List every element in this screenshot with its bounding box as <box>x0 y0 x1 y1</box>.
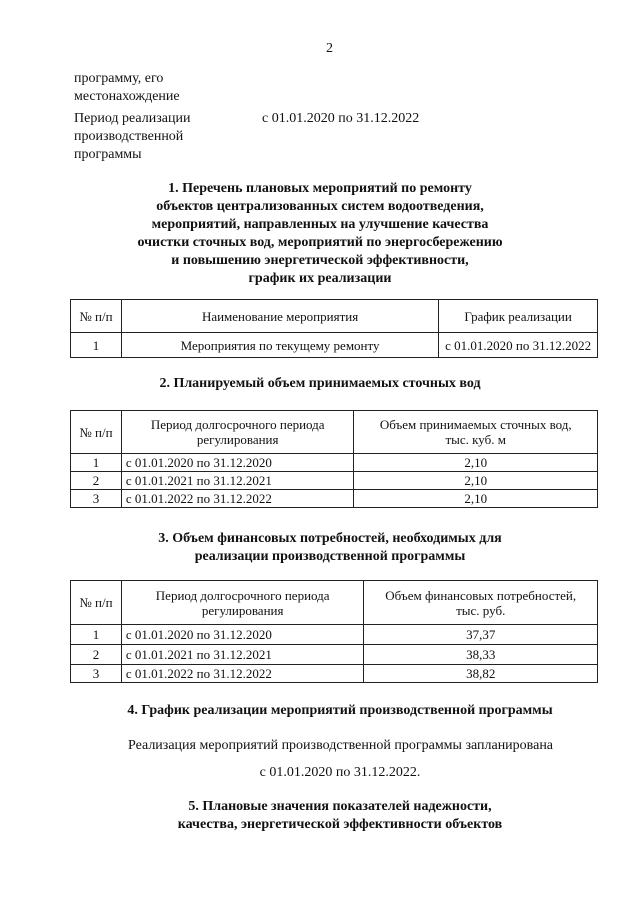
table-cell: 1 <box>71 454 122 472</box>
period-label: Период реализации <box>74 111 191 126</box>
section-4-text: с 01.01.2020 по 31.12.2022. <box>259 765 421 780</box>
column-header: № п/п <box>71 300 122 333</box>
title-line: 5. Плановые значения показателей надежности, <box>188 799 492 814</box>
table-cell: 38,33 <box>364 645 598 665</box>
table-row <box>71 645 598 665</box>
header-line: тыс. руб. <box>456 602 506 618</box>
table-row <box>71 472 598 490</box>
table-cell: 3 <box>71 490 122 508</box>
header-info-line: программу, его <box>74 71 164 86</box>
table-row <box>71 665 598 683</box>
table-cell: с 01.01.2021 по 31.12.2021 <box>121 645 364 665</box>
table-cell: с 01.01.2020 по 31.12.2020 <box>121 625 364 645</box>
table-row <box>71 625 598 645</box>
table-cell: 2 <box>71 472 122 490</box>
period-label: программы <box>74 147 142 162</box>
table-cell: 37,37 <box>364 625 598 645</box>
table-cell: с 01.01.2020 по 31.12.2020 <box>121 454 354 472</box>
header-info-line: местонахождение <box>74 89 180 104</box>
table-cell: 2 <box>71 645 122 665</box>
table-cell: 1 <box>71 625 122 645</box>
table-cell: 38,82 <box>364 665 598 683</box>
column-header <box>121 411 354 454</box>
title-line: мероприятий, направленных на улучшение качества <box>151 217 489 232</box>
header-line: Период долгосрочного периода <box>155 587 330 603</box>
column-header: № п/п <box>71 411 122 454</box>
period-label: производственной <box>74 129 184 144</box>
title-line: качества, энергетической эффективности объектов <box>177 817 503 832</box>
header-line: регулирования <box>201 602 284 618</box>
section-3-title <box>70 530 590 566</box>
column-header <box>121 581 364 625</box>
table-cell: 2,10 <box>354 490 598 508</box>
table-cell: с 01.01.2022 по 31.12.2022 <box>121 665 364 683</box>
column-header: № п/п <box>71 581 122 625</box>
table-row <box>71 490 598 508</box>
header-line: Объем финансовых потребностей, <box>385 587 577 603</box>
table-2 <box>70 410 598 508</box>
column-header <box>354 411 598 454</box>
title-line: 3. Объем финансовых потребностей, необходимых для <box>158 531 502 546</box>
table-1 <box>70 299 598 358</box>
column-header <box>364 581 598 625</box>
section-5-title <box>70 798 610 834</box>
table-header-row <box>71 411 598 454</box>
section-2-title: 2. Планируемый объем принимаемых сточных вод <box>159 376 481 391</box>
title-line: очистки сточных вод, мероприятий по энергосбережению <box>137 235 503 250</box>
section-1-title <box>70 180 570 288</box>
title-line: 1. Перечень плановых мероприятий по ремонту <box>168 181 472 196</box>
table-cell: Мероприятия по текущему ремонту <box>121 333 438 358</box>
table-3 <box>70 580 598 683</box>
table-header-row <box>71 300 598 333</box>
page-number: 2 <box>326 41 333 56</box>
header-line: Объем принимаемых сточных вод, <box>379 417 572 432</box>
section-4-title: 4. График реализации мероприятий производственной программы <box>127 703 553 718</box>
period-value: с 01.01.2020 по 31.12.2022 <box>262 111 420 126</box>
title-line: и повышению энергетической эффективности, <box>171 253 469 268</box>
table-cell: с 01.01.2021 по 31.12.2021 <box>121 472 354 490</box>
table-row <box>71 454 598 472</box>
table-cell: 2,10 <box>354 472 598 490</box>
header-line: регулирования <box>196 432 279 447</box>
header-line: Период долгосрочного периода <box>150 417 325 432</box>
column-header: График реализации <box>439 300 598 333</box>
table-cell: 1 <box>71 333 122 358</box>
table-cell: с 01.01.2022 по 31.12.2022 <box>121 490 354 508</box>
title-line: объектов централизованных систем водоотведения, <box>156 199 484 214</box>
title-line: реализации производственной программы <box>194 549 466 564</box>
table-cell: с 01.01.2020 по 31.12.2022 <box>439 333 598 358</box>
table-row <box>71 333 598 358</box>
section-4-text: Реализация мероприятий производственной программы запланирована <box>128 738 554 753</box>
table-cell: 3 <box>71 665 122 683</box>
column-header: Наименование мероприятия <box>121 300 438 333</box>
table-header-row <box>71 581 598 625</box>
title-line: график их реализации <box>248 271 392 286</box>
header-line: тыс. куб. м <box>445 432 506 447</box>
table-cell: 2,10 <box>354 454 598 472</box>
